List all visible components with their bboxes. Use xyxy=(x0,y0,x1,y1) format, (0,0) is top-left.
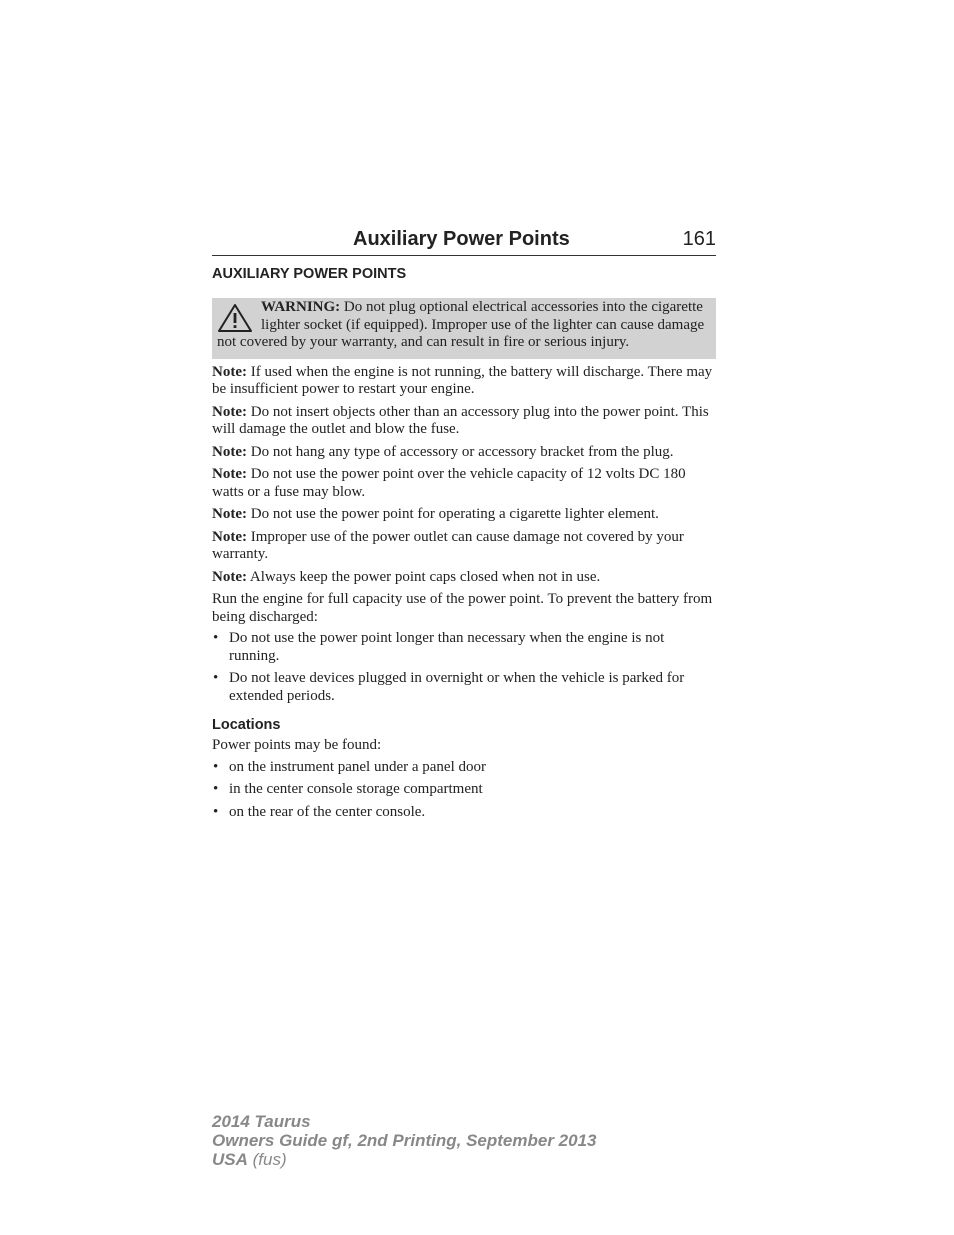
list-item: • on the rear of the center console. xyxy=(212,804,716,822)
footer-model: 2014 Taurus xyxy=(212,1112,311,1131)
footer-market xyxy=(212,1150,596,1169)
page-title: Auxiliary Power Points xyxy=(353,228,570,250)
list-item: • Do not leave devices plugged in overnight or when the vehicle is parked for extended periods. xyxy=(212,670,716,705)
locations-intro: Power points may be found: xyxy=(212,737,382,753)
page-content xyxy=(212,228,716,826)
note-text: Do not use the power point over the vehicle capacity of 12 volts DC 180 watts or a fuse may blow. xyxy=(212,466,686,500)
note-1 xyxy=(212,404,716,439)
warning-triangle-icon xyxy=(217,302,253,334)
list-item: • Do not use the power point longer than necessary when the engine is not running. xyxy=(212,630,716,665)
warning-box xyxy=(212,298,716,359)
warning-label: WARNING: xyxy=(261,299,341,315)
note-0 xyxy=(212,364,716,399)
note-label: Note: xyxy=(212,466,247,482)
running-header xyxy=(212,228,716,256)
note-label: Note: xyxy=(212,363,247,380)
note-text: Do not insert objects other than an accessory plug into the power point. This will damage the outlet and blow the fuse. xyxy=(212,403,709,437)
list-item: • on the instrument panel under a panel door xyxy=(212,759,716,777)
note-label: Note: xyxy=(212,506,247,522)
locations-heading: Locations xyxy=(212,717,281,733)
note-text: Do not hang any type of accessory or accessory bracket from the plug. xyxy=(246,443,674,460)
section-heading: AUXILIARY POWER POINTS xyxy=(212,266,407,282)
note-text: Improper use of the power outlet can cause damage not covered by your warranty. xyxy=(212,528,684,562)
note-label: Note: xyxy=(212,443,247,460)
note-text: If used when the engine is not running, the battery will discharge. There may be insufficient power to restart your engine. xyxy=(212,363,713,397)
list-item: • in the center console storage compartment xyxy=(212,781,716,799)
note-4 xyxy=(212,506,716,524)
note-text: Do not use the power point for operating a cigarette lighter element. xyxy=(246,506,659,522)
warning-body: Do not plug optional electrical accessories into the cigarette lighter socket (if equipped). Improper use of the lighter can cause damage not covered by your warranty, and can result in fire or serious injury. xyxy=(217,299,705,350)
page-footer xyxy=(212,1112,596,1169)
page-number: 161 xyxy=(682,228,716,250)
note-label: Note: xyxy=(212,403,247,420)
note-label: Note: xyxy=(212,568,247,585)
footer-edition: Owners Guide gf, 2nd Printing, September 2013 xyxy=(212,1131,597,1150)
footer-code: (fus) xyxy=(247,1150,287,1169)
run-bullet-list xyxy=(212,630,716,705)
note-6 xyxy=(212,569,716,587)
footer-region: USA xyxy=(212,1150,248,1169)
warning-text xyxy=(217,299,710,352)
note-text: Always keep the power point caps closed when not in use. xyxy=(246,568,601,585)
run-paragraph: Run the engine for full capacity use of the power point. To prevent the battery from being discharged: xyxy=(212,591,713,625)
note-5 xyxy=(212,529,716,564)
note-label: Note: xyxy=(212,528,247,545)
note-2 xyxy=(212,444,716,462)
note-3 xyxy=(212,466,716,501)
locations-list xyxy=(212,759,716,822)
